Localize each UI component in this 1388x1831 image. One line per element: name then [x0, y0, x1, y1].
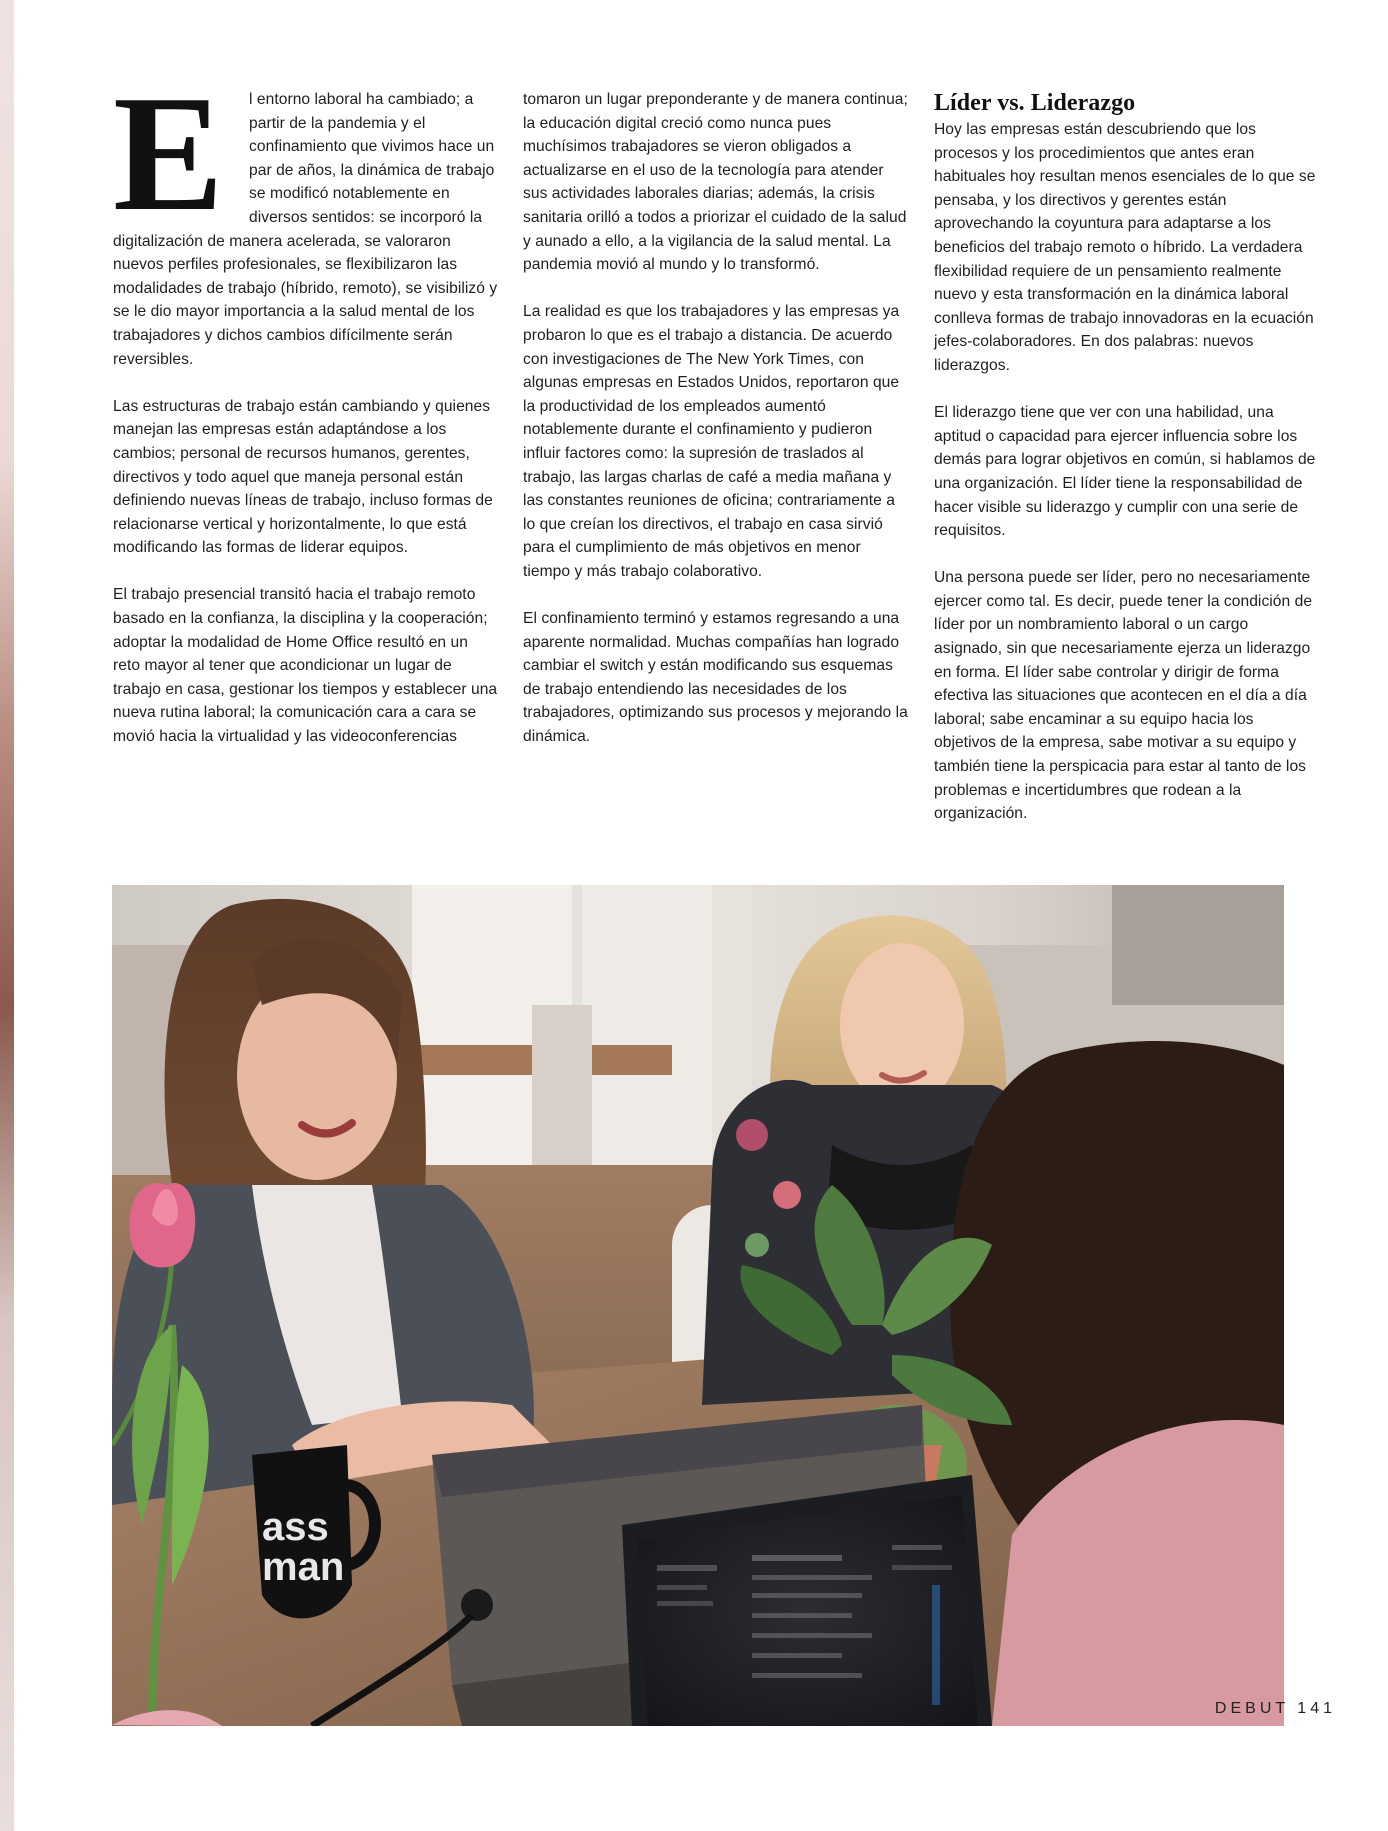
- article-column-1: [113, 61, 498, 772]
- article-column-2: [523, 88, 908, 772]
- page-folio: DEBUT 141: [1214, 1700, 1336, 1717]
- paragraph: Las estructuras de trabajo están cambiando y quienes manejan las empresas están adaptándose a los cambios; personal de recursos humanos, gerentes, directivos y todo aquel que maneja personal están definiendo nuevas líneas de trabajo, incluso formas de relacionarse vertical y horizontalmente, lo que está modificando las formas de liderar equipos.: [113, 397, 493, 557]
- paragraph: El confinamiento terminó y estamos regresando a una aparente normalidad. Muchas compañías han logrado cambiar el switch y están modificando sus esquemas de trabajo entendiendo las necesidades de los trabajadores, optimizando sus procesos y mejorando la dinámica.: [523, 610, 908, 746]
- drop-cap: E: [113, 61, 222, 245]
- mug-text-line-1: ass: [262, 1505, 329, 1549]
- office-meeting-photo: [112, 885, 1284, 1726]
- intro-paragraph-text: l entorno laboral ha cambiado; a partir de la pandemia y el confinamiento que vivimos hace un par de años, la dinámica de trabajo se modificó notablemente en diversos sentidos: se incorporó la digitalización de manera acelerada, se valoraron nuevos perfiles profesionales, se flexibilizaron las modalidades de trabajo (híbrido, remoto), se visibilizó y se le dio mayor importancia a la salud mental de los trabajadores y dichos cambios difícilmente serán reversibles.: [113, 91, 498, 368]
- intro-paragraph: [113, 61, 498, 371]
- paragraph: El liderazgo tiene que ver con una habilidad, una aptitud o capacidad para ejercer influencia sobre los demás para lograr objetivos en común, si hablamos de una organización. El líder tiene la responsabilidad de hacer visible su liderazgo y cumplir con una serie de requisitos.: [934, 404, 1316, 540]
- mug-text-line-2: man: [262, 1545, 345, 1589]
- article-column-3: [934, 90, 1318, 849]
- paragraph: El trabajo presencial transitó hacia el trabajo remoto basado en la confianza, la disciplina y la cooperación; adoptar la modalidad de Home Office resultó en un reto mayor al tener que acondicionar un lugar de trabajo en casa, gestionar los tiempos y establecer una nueva rutina laboral; la comunicación cara a cara se movió hacia la virtualidad y las videoconferencias: [113, 586, 498, 746]
- section-heading: Líder vs. Liderazgo: [934, 90, 1136, 116]
- adjacent-page-edge: [0, 0, 14, 1831]
- paragraph: La realidad es que los trabajadores y las empresas ya probaron lo que es el trabajo a distancia. De acuerdo con investigaciones de The New York Times, con algunas empresas en Estados Unidos, reportaron que la productividad de los empleados aumentó notablemente durante el confinamiento y pudieron influir factores como: la supresión de traslados al trabajo, las largas charlas de café a media mañana y las constantes reuniones de oficina; contrariamente a lo que creían los directivos, el trabajo en casa sirvió para el cumplimiento de más objetivos en menor tiempo y más trabajo colaborativo.: [523, 303, 900, 580]
- paragraph: Hoy las empresas están descubriendo que los procesos y los procedimientos que antes eran habituales hoy resultan menos esenciales de lo que se pensaba, y los directivos y gerentes están aprovechando la coyuntura para adaptarse a los beneficios del trabajo remoto o híbrido. La verdadera flexibilidad requiere de un pensamiento realmente nuevo y esta transformación en la dinámica laboral conlleva formas de trabajo innovadoras en la ecuación jefes-colaboradores. En dos palabras: nuevos liderazgos.: [934, 121, 1316, 374]
- paragraph: Una persona puede ser líder, pero no necesariamente ejercer como tal. Es decir, puede tener la condición de líder por un nombramiento laboral o un cargo asignado, sin que necesariamente ejerza un liderazgo en forma. El líder sabe controlar y dirigir de forma efectiva las situaciones que acontecen en el día a día laboral; sabe encaminar a su equipo hacia los objetivos de la empresa, sabe motivar a su equipo y también tiene la perspicacia para estar al tanto de los problemas e incertidumbres que rodean a la organización.: [934, 569, 1313, 823]
- paragraph: tomaron un lugar preponderante y de manera continua; la educación digital creció como nunca pues muchísimos trabajadores se vieron obligados a actualizarse en el uso de la tecnología para atender sus actividades laborales diarias; además, la crisis sanitaria orilló a todos a priorizar el cuidado de la salud y aunado a ello, a la vigilancia de la salud mental. La pandemia movió al mundo y lo transformó.: [523, 91, 908, 274]
